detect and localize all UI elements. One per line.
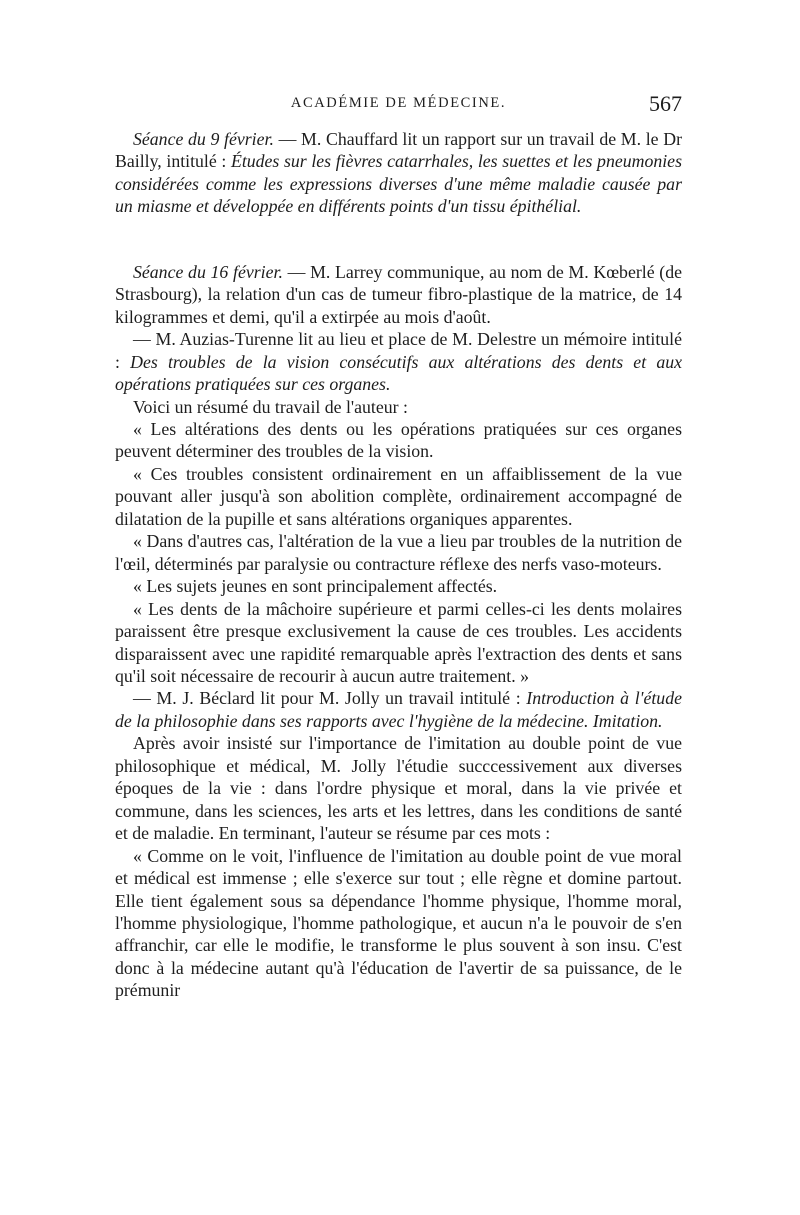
paragraph-seance-9-fevrier <box>115 128 682 218</box>
text-run: Après avoir insisté sur l'importance de l'imitation au double point de vue philosophique et médical, M. Jolly l'étudie succcessivement aux diverses époques de la vie : dans l'ordre physique et moral, dans la vie privée et commune, dans les sciences, les arts et les lettres, dans les conditions de santé et de maladie. En terminant, l'auteur se résume par ces mots : <box>115 733 682 844</box>
running-title: ACADÉMIE DE MÉDECINE. <box>290 95 507 111</box>
text-run: « Comme on le voit, l'influence de l'imitation au double point de vue moral et médical est immense ; elle s'exerce sur tout ; elle règne et domine partout. Elle tient également sous sa dépendance l'homme physique, l'homme moral, l'homme physiologique, l'homme pathologique, et aucun n'a le pouvoir de s'en affranchir, car elle le modifie, le transforme le plus souvent à son insu. C'est donc à la médecine autant qu'à l'éducation de l'avertir de sa puissance, de le prémunir <box>115 845 682 1001</box>
body-text <box>115 128 682 1002</box>
text-run: Voici un résumé du travail de l'auteur : <box>133 396 408 417</box>
italic-run: Études sur les fièvres catarrhales, les suettes et les pneumonies considérées comme les expressions diverses d'une même maladie causée par un miasme et développée en différents points d'un tissu épithélial. <box>115 151 682 217</box>
text-run: — M. J. Béclard lit pour M. Jolly un travail intitulé : <box>133 688 527 709</box>
italic-run: Séance du 9 février. <box>133 129 274 149</box>
page-header <box>115 91 682 121</box>
text-run: « Ces troubles consistent ordinairement en un affaiblissement de la vue pouvant aller jusqu'à son abolition complète, ordinairement accompagné de dilatation de la pupille et sans altérations organiques apparentes. <box>115 463 682 529</box>
paragraph-jolly-citation <box>115 845 682 1002</box>
paragraph-citation-4 <box>115 575 682 597</box>
page-number: 567 <box>649 91 682 116</box>
text-run: — M. Chauffard lit un rapport sur un travail de M. le Dr Bailly, intitulé : <box>115 129 682 172</box>
paragraph-citation-3 <box>115 530 682 575</box>
paragraph-citation-5 <box>115 598 682 688</box>
text-run: « Les dents de la mâchoire supérieure et parmi celles-ci les dents molaires paraissent être presque exclusivement la cause de ces troubles. Les accidents disparaissent avec une rapidité remarquable après l'extraction des dents et sans qu'il soit nécessaire de recourir à aucun autre traitement. » <box>115 598 682 686</box>
paragraph-auzias-turenne <box>115 328 682 395</box>
paragraph-citation-2 <box>115 463 682 530</box>
text-run: — M. Auzias-Turenne lit au lieu et place de M. Delestre un mémoire intitulé : <box>115 329 682 372</box>
italic-run: Séance du 16 février. <box>133 261 283 282</box>
paragraph-beclard <box>115 687 682 732</box>
text-run: — M. Larrey communique, au nom de M. Kœberlé (de Strasbourg), la relation d'un cas de tumeur fibro-plastique de la matrice, de 14 kilogrammes et demi, qu'il a extirpée au mois d'août. <box>115 261 683 327</box>
paragraph-citation-1 <box>115 418 682 463</box>
paragraph-seance-16-fevrier <box>115 261 682 328</box>
text-run: « Les sujets jeunes en sont principalement affectés. <box>133 576 498 597</box>
paragraph-resume-intro <box>115 396 682 418</box>
paragraph-jolly-resume <box>115 732 682 844</box>
text-run: « Dans d'autres cas, l'altération de la vue a lieu par troubles de la nutrition de l'œil, déterminés par paralysie ou contracture réflexe des nerfs vaso-moteurs. <box>115 531 682 574</box>
italic-run: Introduction à l'étude de la philosophie dans ses rapports avec l'hygiène de la médecine. Imitation. <box>115 688 682 731</box>
text-run: « Les altérations des dents ou les opérations pratiquées sur ces organes peuvent déterminer des troubles de la vision. <box>115 418 682 462</box>
italic-run: Des troubles de la vision consécutifs aux altérations des dents et aux opérations pratiquées sur ces organes. <box>115 351 682 395</box>
